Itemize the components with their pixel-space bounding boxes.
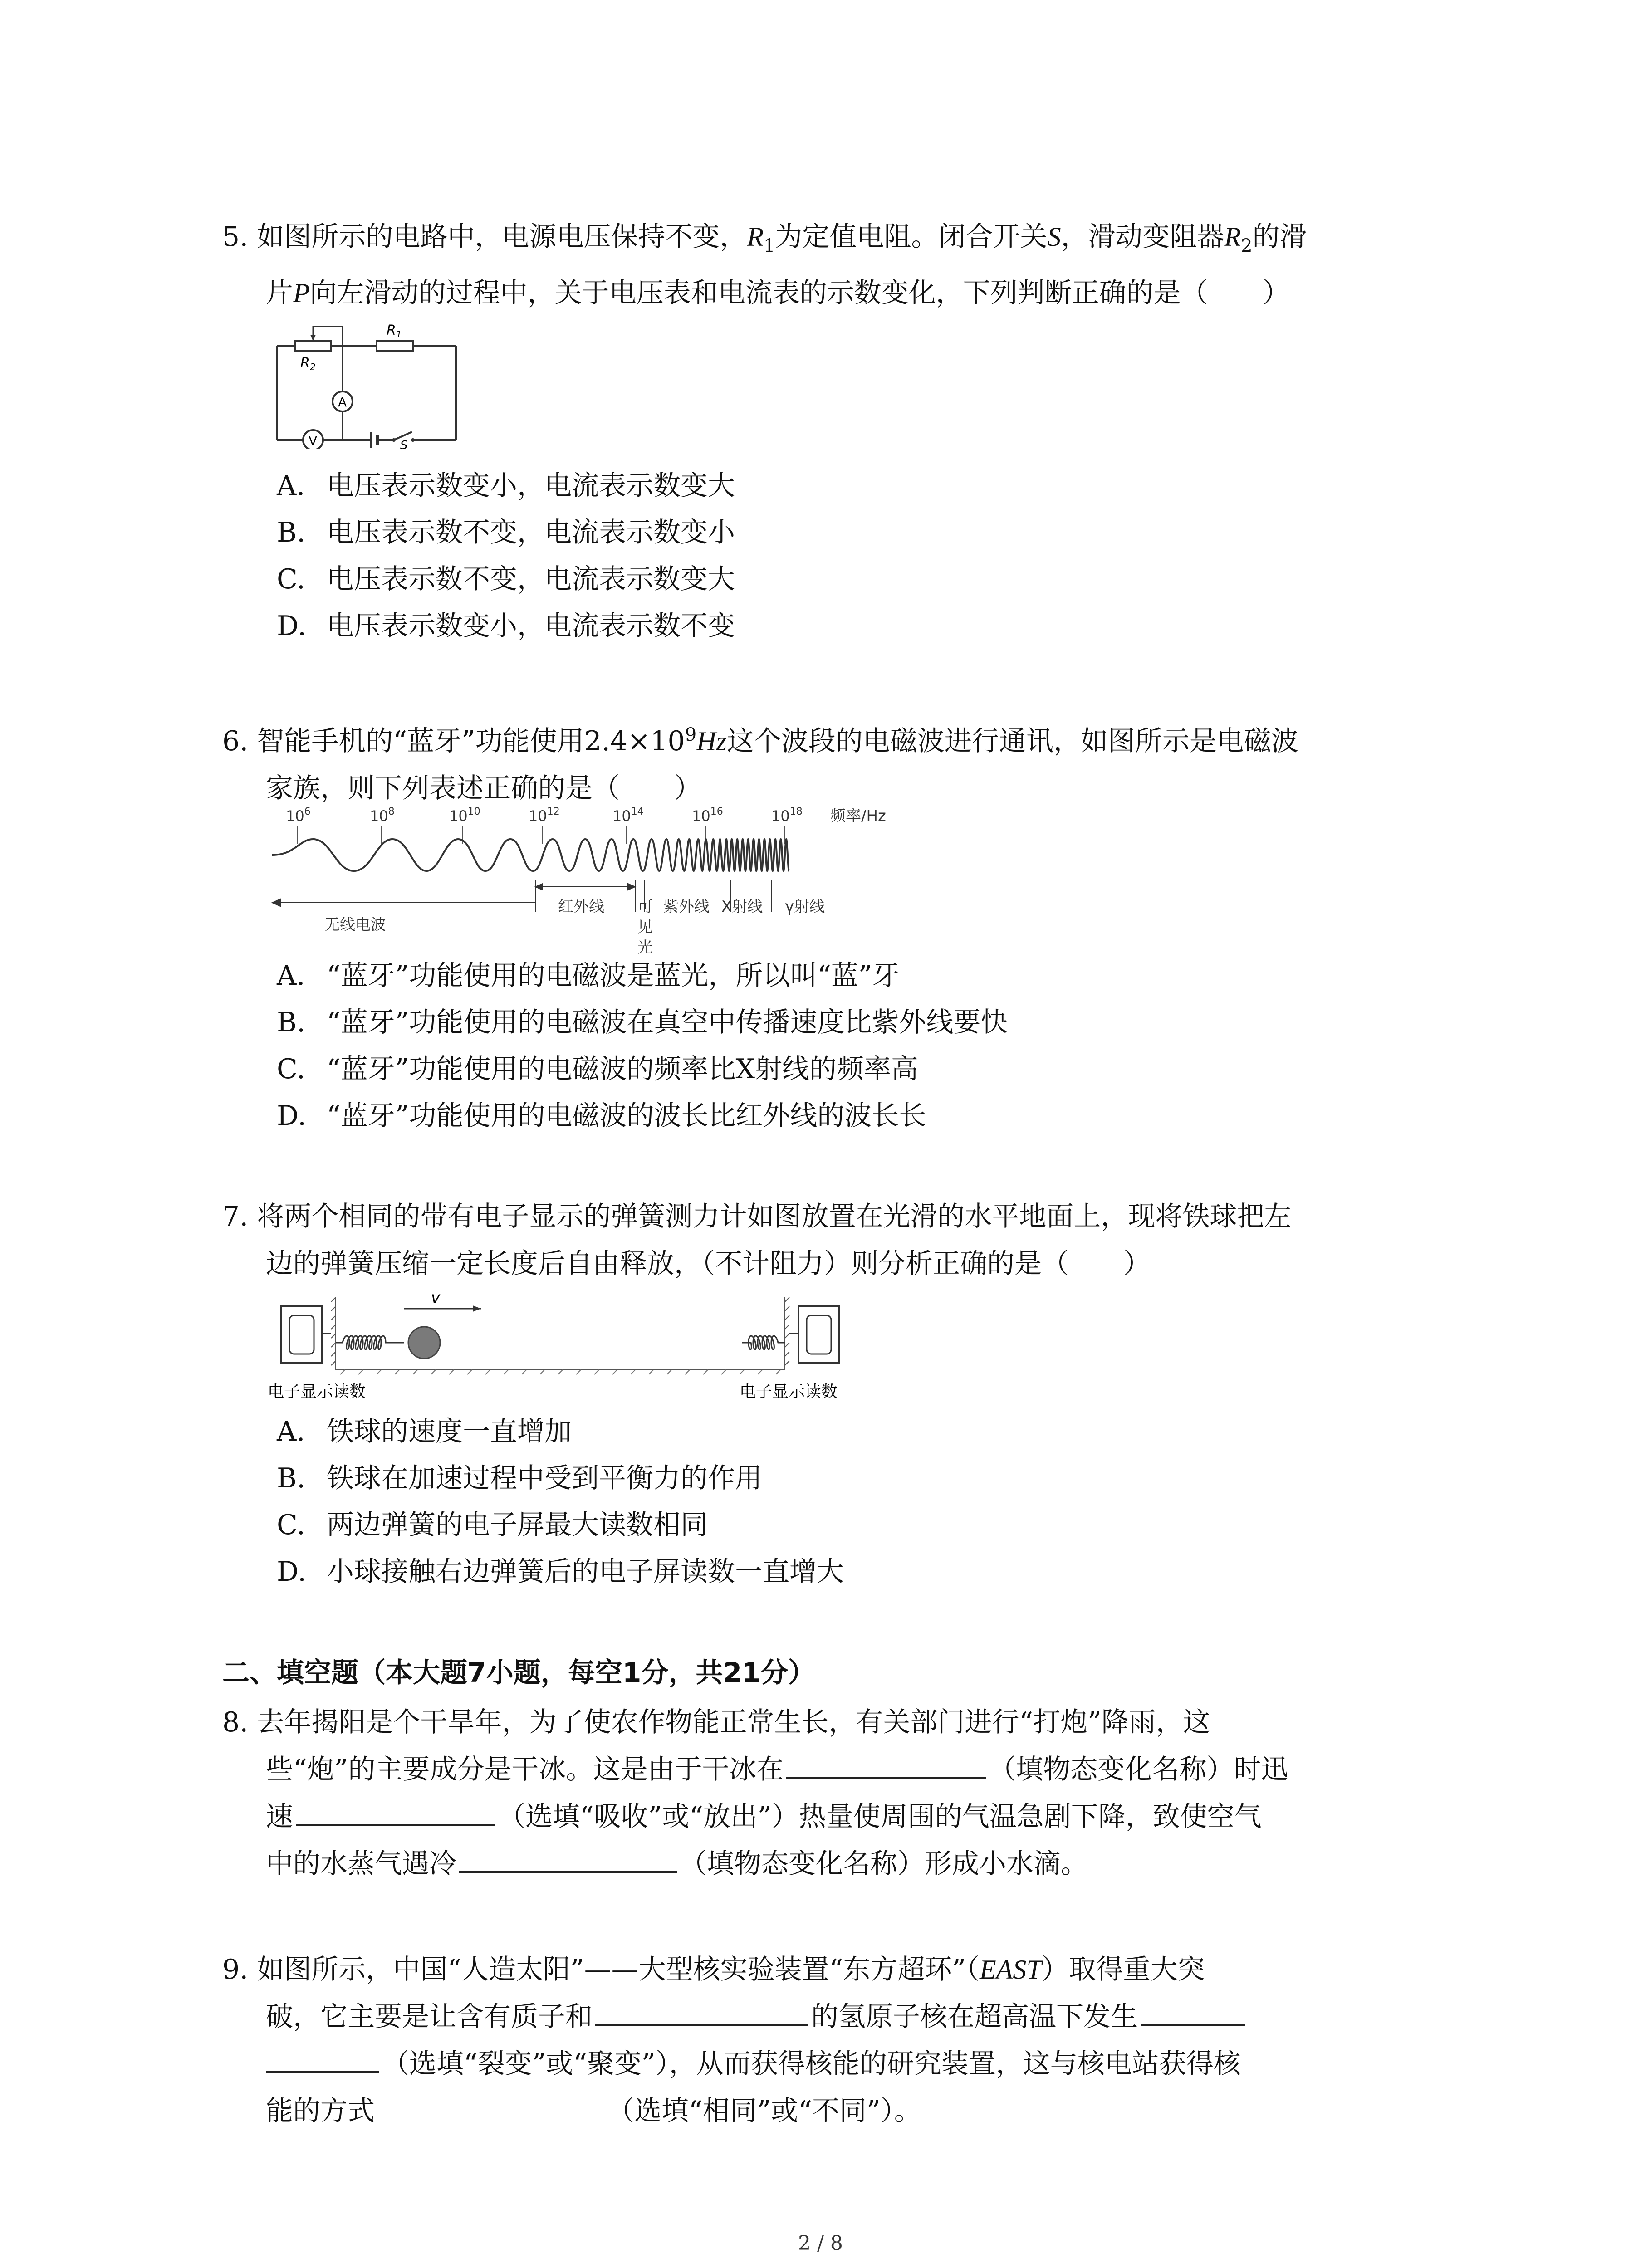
tick-1e14: $10^{14}$: [612, 806, 644, 825]
switch-label: S: [400, 439, 408, 449]
left-display-screen: [289, 1315, 314, 1354]
left-display-caption: 电子显示读数: [268, 1383, 366, 1401]
q5-text-2: 为定值电阻。闭合开关: [775, 221, 1048, 253]
q5-s: S: [1047, 222, 1061, 252]
question-8-line-1: 8. 去年揭阳是个干旱年，为了使农作物能正常生长，有关部门进行“打炮”降雨，这: [222, 1706, 1210, 1738]
q9-blank-2b[interactable]: [266, 2044, 379, 2073]
question-6-options: [277, 953, 1008, 1139]
q5-option-d[interactable]: [277, 603, 735, 650]
question-5-options: [277, 463, 735, 650]
q6-freq-unit: Hz: [696, 726, 727, 756]
q5-option-b[interactable]: [277, 509, 735, 556]
question-5-line-2: [222, 269, 1456, 317]
q5-r2: R: [1224, 222, 1241, 252]
q5-option-c[interactable]: [277, 556, 735, 603]
q9-text-3b: （选填“裂变”或“聚变”），从而获得核能的研究装置，这与核电站获得核: [382, 2048, 1241, 2080]
q5-option-c-text: 电压表示数不变，电流表示数变大: [327, 563, 735, 595]
tick-1e18: $10^{18}$: [771, 806, 803, 825]
tick-1e12: $10^{12}$: [529, 806, 560, 825]
q5-option-a[interactable]: [277, 463, 735, 509]
q9-blank-3[interactable]: [377, 2091, 604, 2120]
question-9-line-2: [222, 1993, 1456, 2040]
q6-text-2: 这个波段的电磁波进行通讯，如图所示是电磁波: [726, 725, 1298, 757]
q9-text-2a: 破，它主要是让含有质子和: [266, 2001, 593, 2033]
tick-1e8: $10^8$: [370, 806, 395, 825]
visible-light-label-2: 见: [637, 918, 653, 936]
right-display-caption: 电子显示读数: [740, 1383, 838, 1401]
iron-ball: [408, 1327, 440, 1359]
page-number: 2 / 8: [798, 2232, 843, 2255]
q7-option-b-letter: B.: [277, 1462, 306, 1494]
q7-option-d[interactable]: [277, 1549, 844, 1595]
ammeter-label: A: [338, 395, 347, 410]
right-display-screen: [807, 1315, 831, 1354]
q5-option-d-letter: D.: [277, 610, 307, 642]
circuit-diagram: [268, 318, 463, 449]
q8-text-2b: （填物态变化名称）时迅: [989, 1754, 1288, 1785]
q5-r1-sub: 1: [763, 235, 775, 256]
question-7: [222, 1193, 1456, 1287]
r2-resistor: [295, 341, 331, 351]
q5-option-d-text: 电压表示数变小，电流表示数不变: [327, 610, 735, 642]
left-spring: [336, 1336, 404, 1349]
q8-text-4a: 中的水蒸气遇冷: [266, 1848, 456, 1880]
right-spring: [742, 1336, 785, 1349]
q5-p: P: [293, 278, 310, 308]
q6-option-d-text: “蓝牙”功能使用的电磁波的波长比红外线的波长长: [327, 1100, 926, 1132]
q5-option-b-letter: B.: [277, 517, 306, 548]
q9-text-2b: 的氢原子核在超高温下发生: [811, 2001, 1138, 2033]
q7-option-c-letter: C.: [277, 1509, 305, 1541]
q8-text-3b: （选填“吸收”或“放出”）热量使周围的气温急剧下降，致使空气: [498, 1801, 1262, 1833]
q9-text-1a: 9. 如图所示，中国“人造太阳”——大型核实验装置“东方超环”（: [222, 1954, 980, 1985]
question-8-line-4: [222, 1840, 1456, 1887]
visible-light-label-3: 光: [637, 938, 653, 957]
question-7-options: [277, 1408, 844, 1595]
question-6-line-1: [222, 711, 1456, 765]
r1-label: $R_1$: [387, 323, 402, 340]
q5-text-3: ，滑动变阻器: [1061, 221, 1225, 253]
q7-option-a[interactable]: [277, 1408, 844, 1455]
q7-option-d-letter: D.: [277, 1556, 307, 1588]
question-9-line-4: [222, 2087, 1456, 2135]
q6-option-a-letter: A.: [277, 960, 305, 992]
q8-text-4b: （填物态变化名称）形成小水滴。: [680, 1848, 1088, 1880]
q5-text-4: 的滑: [1252, 221, 1307, 253]
q5-option-a-letter: A.: [277, 470, 305, 502]
question-5-line-1: [222, 213, 1456, 269]
q6-option-b-text: “蓝牙”功能使用的电磁波在真空中传播速度比紫外线要快: [327, 1007, 1008, 1038]
q5-option-a-text: 电压表示数变小，电流表示数变大: [327, 470, 735, 502]
question-6-line-2: 家族，则下列表述正确的是（ ）: [266, 772, 701, 804]
frequency-axis-label: 频率/Hz: [830, 807, 886, 825]
q6-option-c[interactable]: [277, 1046, 1008, 1093]
ultraviolet-label: 紫外线: [663, 898, 710, 916]
question-9-line-1: [222, 1946, 1456, 1993]
q8-blank-3[interactable]: [459, 1844, 677, 1873]
q7-option-c[interactable]: [277, 1502, 844, 1549]
q7-option-b[interactable]: [277, 1455, 844, 1502]
q6-option-c-text: “蓝牙”功能使用的电磁波的频率比X射线的频率高: [327, 1053, 919, 1085]
question-7-line-2: 边的弹簧压缩一定长度后自由释放，（不计阻力）则分析正确的是（ ）: [266, 1248, 1151, 1280]
question-8-line-2: [222, 1746, 1456, 1793]
tick-1e16: $10^{16}$: [692, 806, 723, 825]
q5-option-c-letter: C.: [277, 563, 305, 595]
voltmeter-label: V: [309, 433, 318, 448]
q9-text-4b: （选填“相同”或“不同”）。: [607, 2095, 921, 2127]
q9-east: EAST: [980, 1955, 1042, 1984]
q5-r1: R: [747, 222, 764, 252]
infrared-label: 红外线: [558, 898, 604, 916]
q5-r2-sub: 2: [1241, 235, 1253, 256]
q5-text-6: 向左滑动的过程中，关于电压表和电流表的示数变化，下列判断正确的是（ ）: [309, 277, 1290, 309]
q6-option-c-letter: C.: [277, 1053, 305, 1085]
q7-option-a-letter: A.: [277, 1416, 305, 1447]
r2-label: $R_2$: [300, 355, 316, 372]
q6-option-b[interactable]: [277, 999, 1008, 1046]
q5-text-1: 5. 如图所示的电路中，电源电压保持不变，: [222, 221, 747, 253]
q6-option-d-letter: D.: [277, 1100, 307, 1132]
r1-resistor: [377, 341, 413, 351]
q6-freq-base: 2.4×10: [584, 725, 685, 757]
q5-text-5: 片: [266, 277, 293, 309]
q6-option-a[interactable]: [277, 953, 1008, 999]
velocity-label: v: [431, 1289, 441, 1307]
q7-option-d-text: 小球接触右边弹簧后的电子屏读数一直增大: [327, 1556, 844, 1588]
q6-freq-exp: 9: [685, 724, 697, 745]
tick-1e6: $10^6$: [286, 806, 311, 825]
question-9: [222, 1946, 1456, 2135]
section-heading-fill-in: 二、填空题（本大题7小题，每空1分，共21分）: [222, 1657, 815, 1689]
spring-scale-diagram: [268, 1288, 867, 1406]
question-6: [222, 711, 1456, 812]
em-wave: [272, 839, 789, 871]
q6-option-b-letter: B.: [277, 1007, 306, 1038]
q6-text-1: 6. 智能手机的“蓝牙”功能使用: [222, 725, 584, 757]
question-7-line-1: 7. 将两个相同的带有电子显示的弹簧测力计如图放置在光滑的水平地面上，现将铁球把左: [222, 1201, 1292, 1232]
visible-light-label-1: 可: [637, 898, 653, 916]
tick-1e10: $10^{10}$: [449, 806, 480, 825]
gamma-ray-label: γ射线: [785, 898, 825, 916]
q9-blank-2a[interactable]: [1141, 1997, 1245, 2026]
q7-option-b-text: 铁球在加速过程中受到平衡力的作用: [327, 1462, 762, 1494]
q9-text-4a: 能的方式: [266, 2095, 375, 2127]
q9-blank-1[interactable]: [595, 1997, 808, 2026]
q8-text-3a: 速: [266, 1801, 293, 1833]
q5-option-b-text: 电压表示数不变，电流表示数变小: [327, 517, 735, 548]
question-8-line-3: [222, 1793, 1456, 1840]
xray-label: X射线: [721, 898, 763, 916]
q9-text-1b: ）取得重大突: [1041, 1954, 1205, 1985]
q8-blank-1[interactable]: [786, 1750, 986, 1779]
question-5: [222, 213, 1456, 317]
q6-option-d[interactable]: [277, 1093, 1008, 1139]
em-spectrum-diagram: [268, 803, 926, 957]
question-8: [222, 1699, 1456, 1887]
q7-option-a-text: 铁球的速度一直增加: [327, 1416, 572, 1447]
q6-option-a-text: “蓝牙”功能使用的电磁波是蓝光，所以叫“蓝”牙: [327, 960, 900, 992]
q8-blank-2[interactable]: [296, 1797, 495, 1826]
question-9-line-3: [222, 2040, 1456, 2087]
q8-text-2a: 些“炮”的主要成分是干冰。这是由于干冰在: [266, 1754, 784, 1785]
q7-option-c-text: 两边弹簧的电子屏最大读数相同: [327, 1509, 708, 1541]
radio-wave-label: 无线电波: [324, 916, 386, 934]
